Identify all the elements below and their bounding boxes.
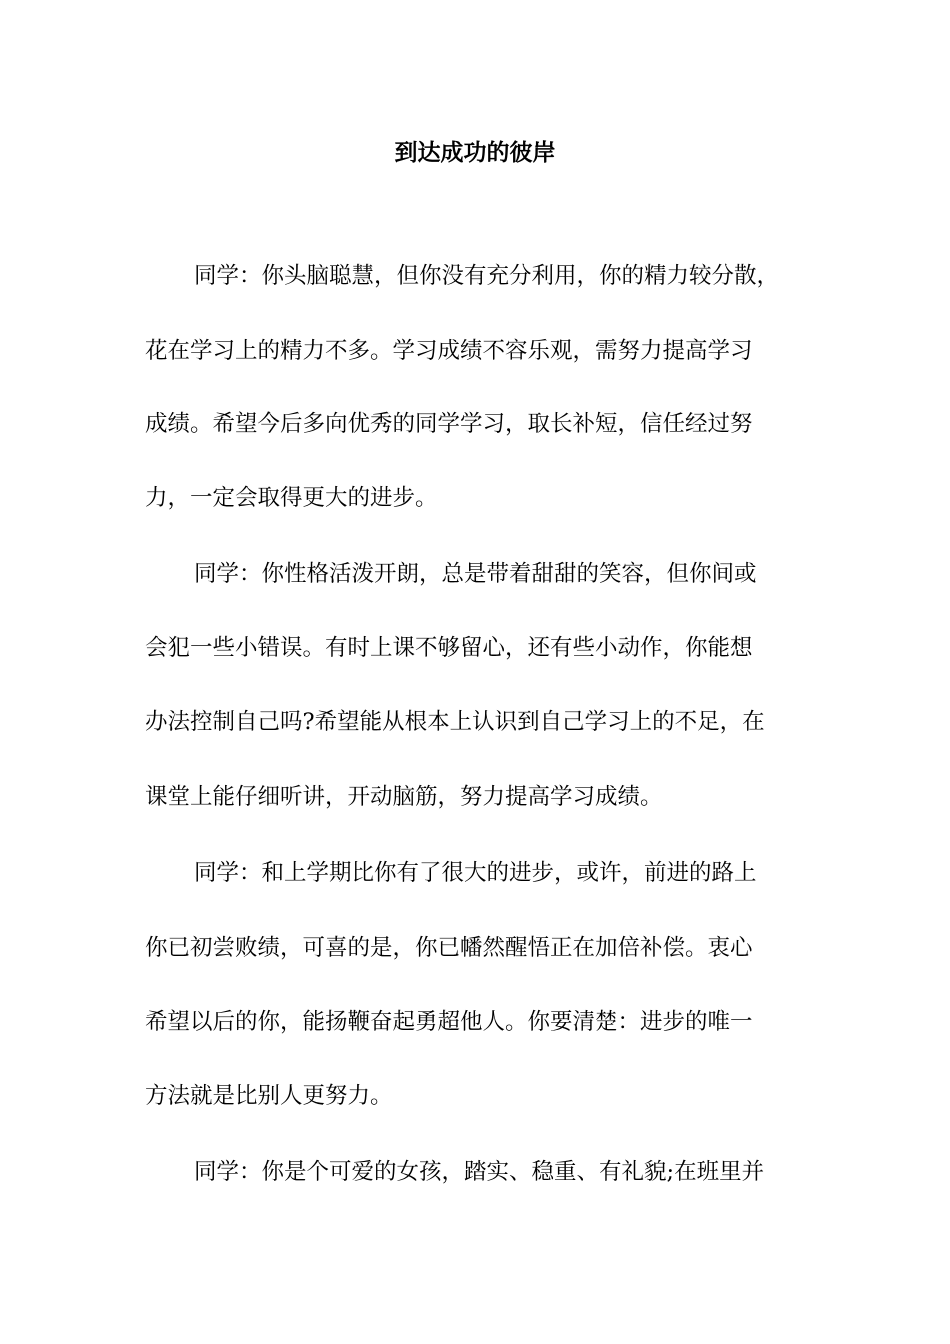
- paragraph-2-line-1: 同学：你性格活泼开朗，总是带着甜甜的笑容，但你间或: [194, 561, 757, 587]
- paragraph-3-line-3: 希望以后的你，能扬鞭奋起勇超他人。你要清楚：进步的唯一: [145, 1009, 753, 1035]
- paragraph-3-line-2: 你已初尝败绩，可喜的是，你已幡然醒悟正在加倍补偿。衷心: [145, 935, 753, 961]
- paragraph-1-line-2: 花在学习上的精力不多。学习成绩不容乐观，需努力提高学习: [145, 338, 753, 364]
- paragraph-3-line-4: 方法就是比别人更努力。: [145, 1083, 393, 1109]
- paragraph-1-line-3: 成绩。希望今后多向优秀的同学学习，取长补短，信任经过努: [145, 411, 753, 437]
- paragraph-4-line-1: 同学：你是个可爱的女孩，踏实、稳重、有礼貌;在班里并: [194, 1159, 765, 1185]
- paragraph-2-line-3: 办法控制自己吗?希望能从根本上认识到自己学习上的不足，在: [145, 709, 765, 735]
- paragraph-3-line-1: 同学：和上学期比你有了很大的进步，或许，前进的路上: [194, 860, 757, 886]
- document-title: 到达成功的彼岸: [394, 139, 556, 166]
- paragraph-1-line-1: 同学：你头脑聪慧，但你没有充分利用，你的精力较分散，: [194, 263, 780, 289]
- paragraph-2-line-4: 课堂上能仔细听讲，开动脑筋，努力提高学习成绩。: [145, 784, 663, 810]
- paragraph-2-line-2: 会犯一些小错误。有时上课不够留心，还有些小动作，你能想: [145, 635, 753, 661]
- paragraph-1-line-4: 力，一定会取得更大的进步。: [145, 485, 438, 511]
